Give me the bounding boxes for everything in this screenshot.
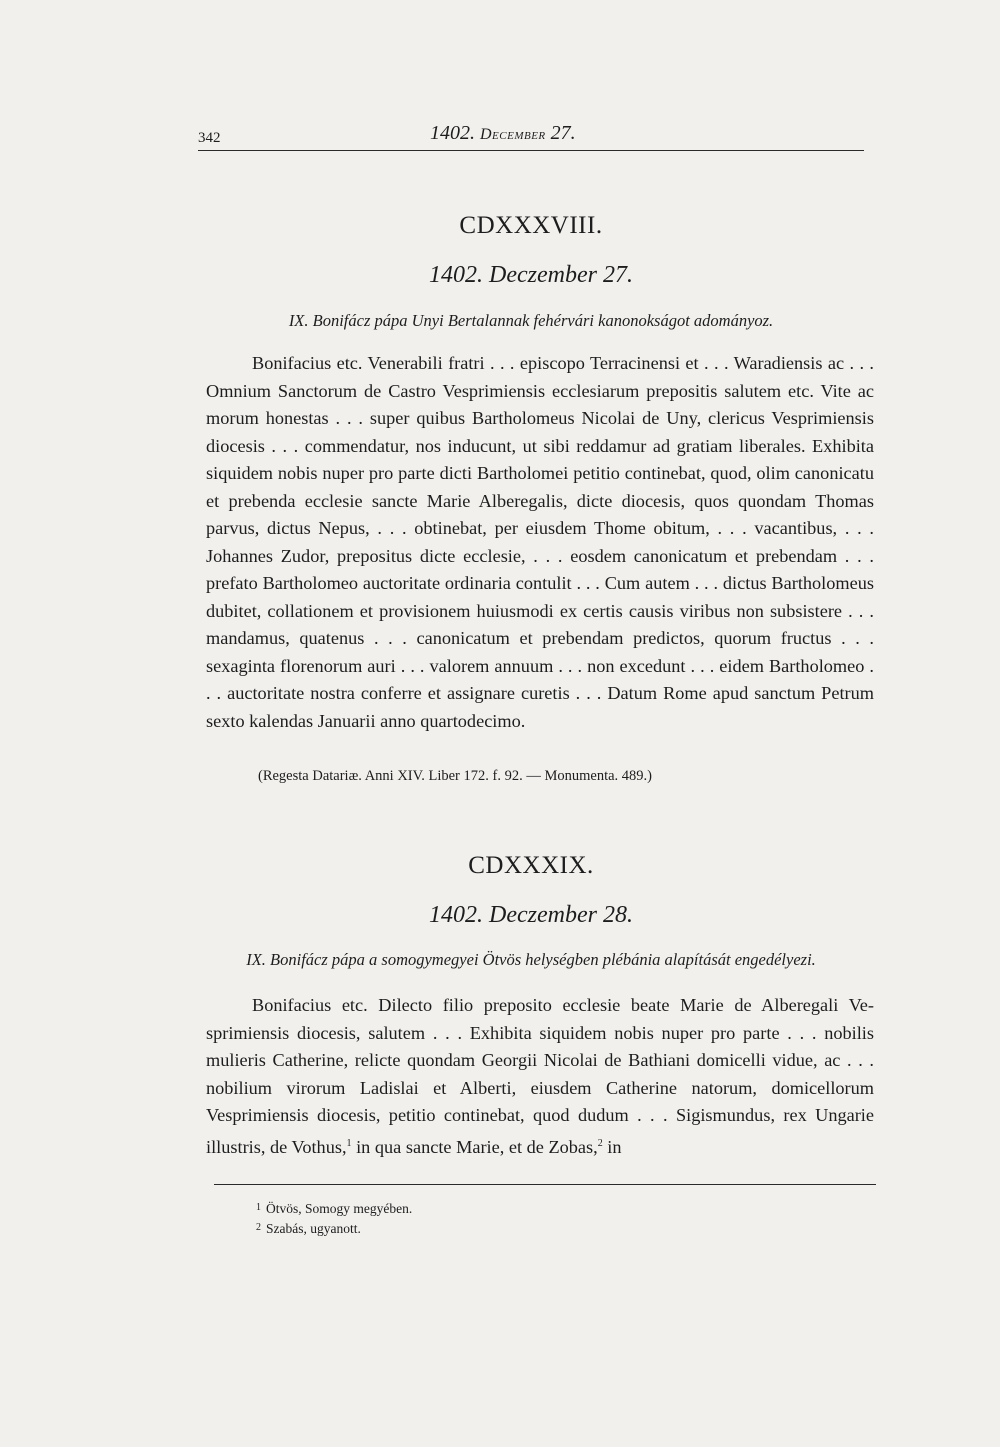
source-citation: (Regesta Datariæ. Anni XIV. Liber 172. f. 92. — Monumenta. 489.) [258, 768, 652, 784]
document-text: Bonifacius etc. Dilecto filio preposito ecclesie beate Marie de Alberegali Vesprimiensis diocesis, salutem . . . Exhibita siquidem nobis nuper pro parte . . . nobilis mulieris Catherine, relicte quondam Georgii Nicolai de Bathiani domicelli vidue, ac . . . nobilium virorum Ladislai et Alberti, eiusdem Catherine natorum, domicellorum Vesprimiensis diocesis, petitio continebat, quod dudum . . . Sigismundus, rex Ungarie illustris, de Vothus,$^1$ in qua sancte Marie, et de Zobas,$^2$ in [206, 995, 874, 1157]
footnotes [256, 1198, 412, 1238]
footnote: $^2$ Szabás, ugyanott. [256, 1221, 361, 1236]
footnote-divider [214, 1184, 876, 1185]
page-number: 342 [198, 130, 221, 146]
document-text: Bonifacius etc. Venerabili fratri . . . episcopo Terracinensi et . . . Waradiensis ac . . . Omnium Sanctorum de Castro Vesprimiensis ecclesiarum prepositis salutem etc. Vite ac morum honestas . . . super quibus Bartholomeus Nicolai de Uny, clericus Vesprimiensis diocesis . . . commendatur, nos inducunt, ut sibi reddamur ad gratiam liberales. Exhibita siquidem nobis nuper pro parte dicti Bartholomei petitio continebat, quod, olim canonicatu et prebenda ecclesie sancte Marie Alberegalis, dicte diocesis, quos quondam Thomas parvus, dictus Nepus, . . . obtinebat, per eiusdem Thome obitum, . . . vacantibus, . . . Johannes Zudor, prepositus dicte ecclesie, . . . eosdem canonicatum et prebendam . . . prefato Bartholomeo auctoritate ordinaria contulit . . . Cum autem . . . dictus Bartholomeus dubitet, collationem et provisionem huiusmodi ex certis causis viribus non subsistere . . . mandamus, quatenus . . . canonicatum et prebendam predictos, quorum fructus . . . sexaginta florenorum auri . . . valorem annuum . . . non excedunt . . . eidem Bartholomeo . . . auctoritate nostra conferre et assignare curetis . . . Datum Rome apud sanctum Petrum sexto kalendas Januarii anno quartodecimo. [206, 353, 874, 731]
page-header [198, 120, 864, 151]
footnote-reference: 2 [597, 1137, 603, 1149]
document-summary: IX. Bonifácz pápa Unyi Bertalannak fehérvári kanonokságot adományoz. [288, 311, 774, 330]
document-number: CDXXXVIII. [459, 212, 603, 239]
footnote-reference: 1 [346, 1137, 352, 1149]
document-date: 1402. Deczember 28. [429, 902, 633, 928]
document-date: 1402. Deczember 27. [429, 262, 633, 288]
document-number: CDXXXIX. [468, 852, 594, 879]
footnote: $^1$ Ötvös, Somogy megyében. [256, 1201, 413, 1216]
running-head: 1402. December 27. [430, 122, 576, 144]
document-summary: IX. Bonifácz pápa a somogymegyei Ötvös helységben plébánia alapítását engedélyezi. [246, 950, 816, 969]
